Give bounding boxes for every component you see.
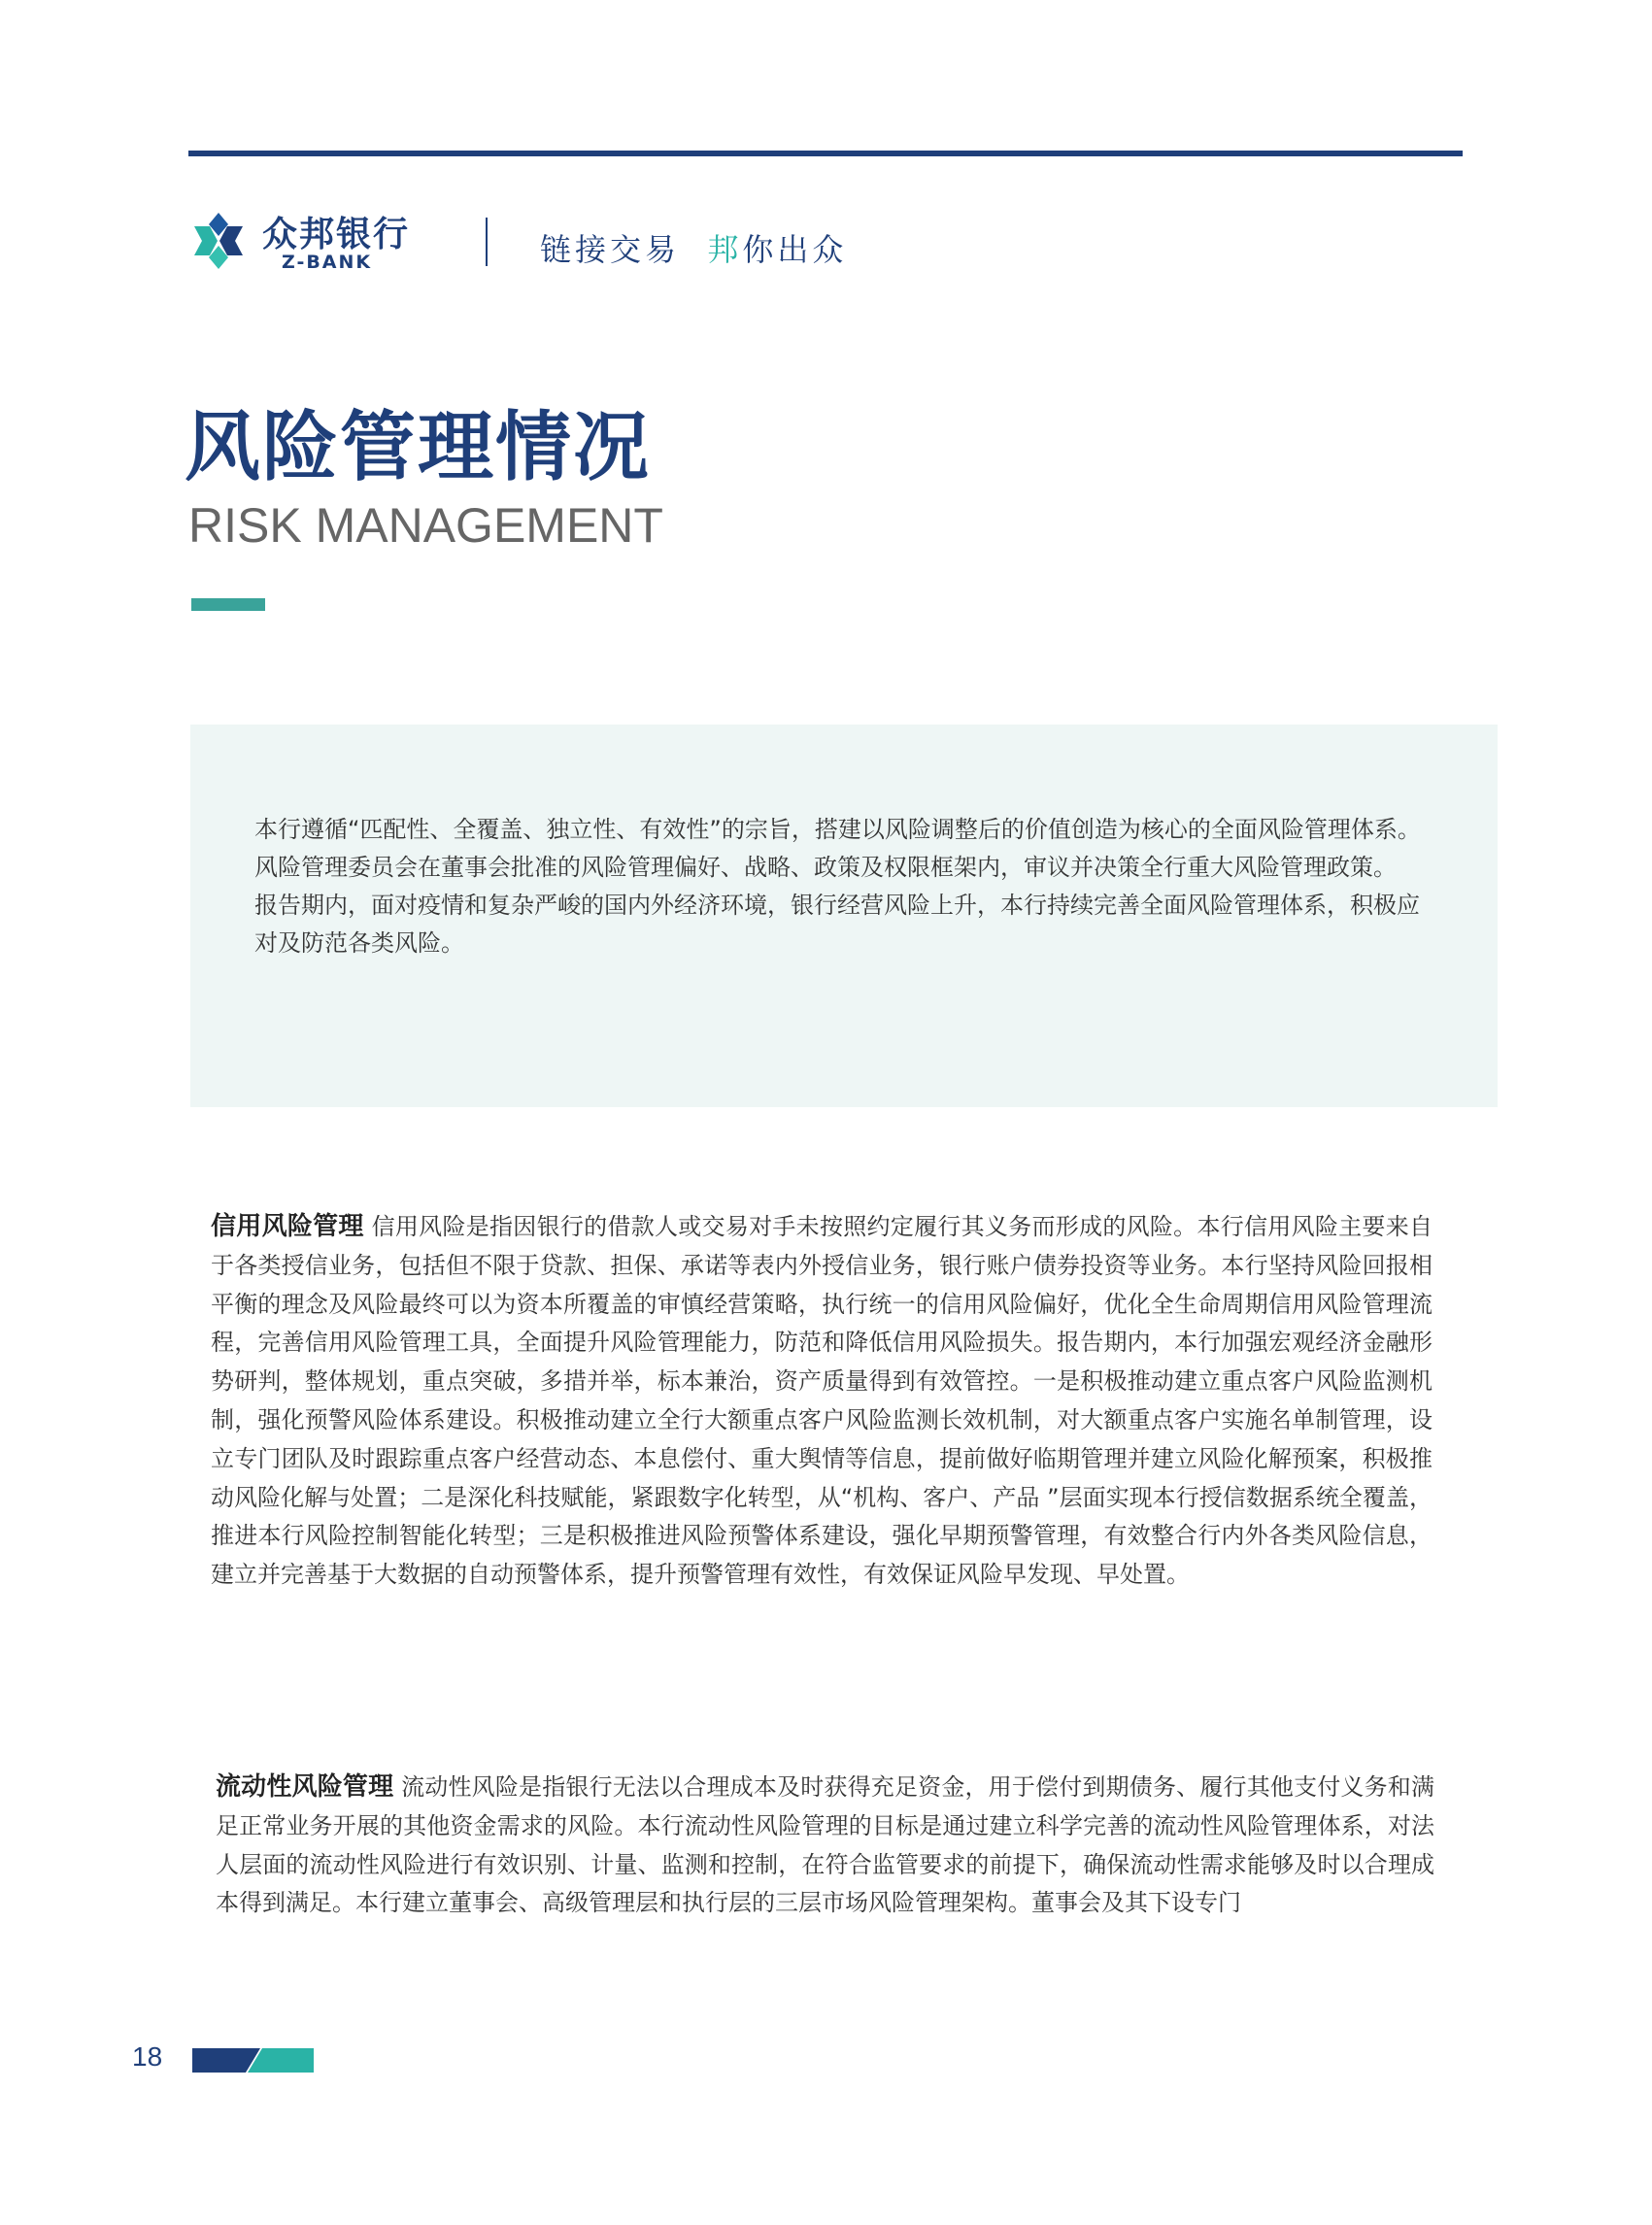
slogan-part1: 链接交易 (540, 231, 681, 268)
summary-text (254, 811, 1434, 962)
credit-risk-heading: 信用风险管理 (211, 1212, 364, 1241)
credit-risk-section (211, 1208, 1433, 1595)
summary-box (190, 725, 1498, 1107)
liquidity-risk-section (216, 1769, 1434, 1923)
bank-logo (188, 209, 431, 277)
liquidity-risk-heading: 流动性风险管理 (216, 1772, 394, 1802)
credit-risk-body: 信用风险是指因银行的借款人或交易对手未按照约定履行其义务而形成的风险。本行信用风险主要来自于各类授信业务，包括但不限于贷款、担保、承诺等表内外授信业务，银行账户债券投资等业务。本行坚持风险回报相平衡的理念及风险最终可以为资本所覆盖的审慎经营策略，执行统一的信用风险偏好，优化全生命周期信用风险管理流程，完善信用风险管理工具，全面提升风险管理能力，防范和降低信用风险损失。报告期内，本行加强宏观经济金融形势研判，整体规划，重点突破，多措并举，标本兼治，资产质量得到有效管控。一是积极推动建立重点客户风险监测机制，强化预警风险体系建设。积极推动建立全行大额重点客户风险监测长效机制，对大额重点客户实施名单制管理，设立专门团队及时跟踪重点客户经营动态、本息偿付、重大舆情等信息，提前做好临期管理并建立风险化解预案，积极推动风险化解与处置；二是深化科技赋能，紧跟数字化转型，从“机构、客户、产品 ”层面实现本行授信数据系统全覆盖，推进本行风险控制智能化转型；三是积极推进风险预警体系建设，强化早期预警管理，有效整合行内外各类风险信息，建立并完善基于大数据的自动预警体系，提升预警管理有效性，有效保证风险早发现、早处置。 (211, 1213, 1433, 1589)
logo-chinese-name: 众邦银行 (262, 215, 411, 254)
header-rule (188, 151, 1463, 156)
page-accent-bar (192, 2048, 314, 2073)
title-accent-bar (191, 598, 265, 611)
liquidity-risk-body: 流动性风险是指银行无法以合理成本及时获得充足资金，用于偿付到期债务、履行其他支付义务和满足正常业务开展的其他资金需求的风险。本行流动性风险管理的目标是通过建立科学完善的流动性风险管理体系，对法人层面的流动性风险进行有效识别、计量、监测和控制，在符合监管要求的前提下，确保流动性需求能够及时以合理成本得到满足。本行建立董事会、高级管理层和执行层的三层市场风险管理架构。董事会及其下设专门 (216, 1773, 1434, 1917)
page-subtitle: RISK MANAGEMENT (188, 498, 663, 553)
page-number: 18 (132, 2041, 163, 2072)
summary-paragraph-2: 报告期内，面对疫情和复杂严峻的国内外经济环境，银行经营风险上升，本行持续完善全面风险管理体系，积极应对及防范各类风险。 (254, 892, 1420, 957)
zbank-logo-icon (188, 211, 249, 271)
slogan-part2: 你出众 (742, 231, 848, 268)
logo-english-name: Z-BANK (282, 252, 373, 273)
slogan-accent: 邦 (707, 231, 743, 268)
slogan (540, 225, 847, 270)
summary-paragraph-1: 本行遵循“匹配性、全覆盖、独立性、有效性”的宗旨，搭建以风险调整后的价值创造为核心的全面风险管理体系。风险管理委员会在董事会批准的风险管理偏好、战略、政策及权限框架内，审议并决策全行重大风险管理政策。 (254, 816, 1421, 881)
logo-divider (486, 218, 488, 266)
page-title: 风险管理情况 (185, 404, 652, 491)
